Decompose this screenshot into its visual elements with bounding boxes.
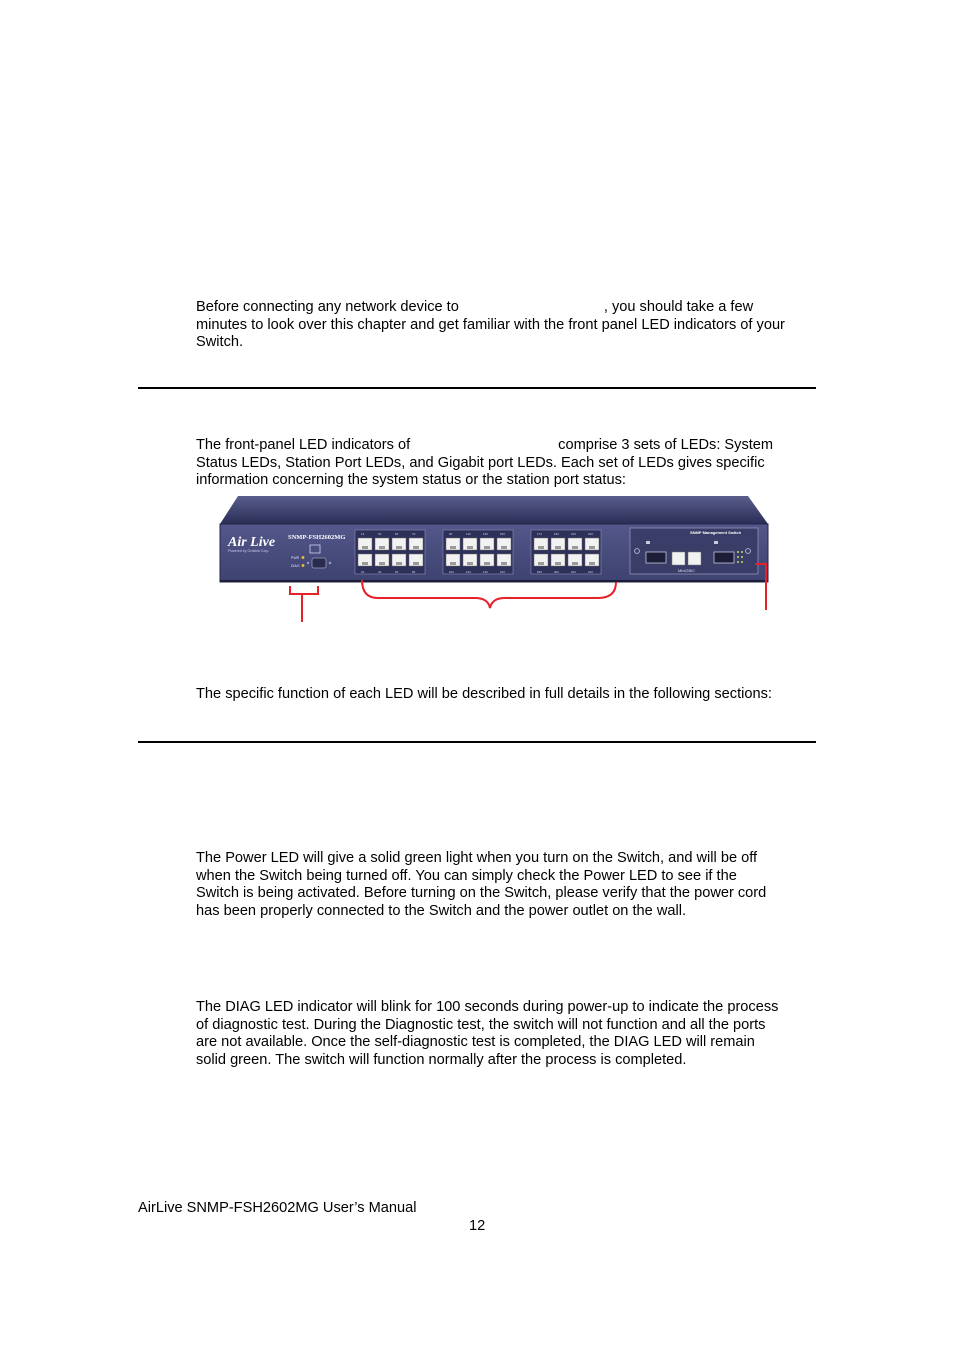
rj45-port-latch (555, 546, 561, 549)
gigabit-rj45-2 (688, 552, 701, 565)
intro-text-a: Before connecting any network device to (196, 299, 459, 315)
followup-paragraph (196, 686, 821, 704)
rj45-port-latch (589, 546, 595, 549)
port-label-bottom: 12X (466, 570, 471, 574)
sfp-slot-1 (646, 552, 666, 563)
section-divider-1 (138, 387, 816, 389)
rj45-port-latch (572, 546, 578, 549)
rj45-port-latch (484, 546, 490, 549)
intro-line-2: minutes to look over this chapter and get familiar with the front panel LED indicators of your (196, 316, 785, 333)
rj45-port-latch (501, 546, 507, 549)
port-label-bottom: 2X (361, 570, 365, 574)
module-title: SNMP Management Switch (690, 530, 742, 535)
port-label-bottom: 4X (378, 570, 382, 574)
rj45-port-latch (413, 562, 419, 565)
led-overview-text-a: The front-panel LED indicators of (196, 437, 411, 453)
rj45-port-latch (555, 562, 561, 565)
sfp-slot-2 (714, 552, 734, 563)
intro-line-3: Switch. (196, 334, 244, 351)
port-label-bottom: 16X (500, 570, 505, 574)
port-label-top: 13X (483, 532, 488, 536)
port-label-bottom: 20X (554, 570, 559, 574)
port-label-bottom: 10X (449, 570, 454, 574)
rj45-port-latch (379, 562, 385, 565)
diag-led-line-4: solid green. The switch will function normally after the process is completed. (196, 1052, 687, 1069)
port-label-top: 21X (571, 532, 576, 536)
system-led-bracket (290, 586, 318, 622)
port-label-bottom: 24X (588, 570, 593, 574)
port-group-3 (531, 530, 601, 574)
rj45-port-latch (396, 546, 402, 549)
page-number: 12 (469, 1218, 486, 1234)
gigabit-rj45-1 (672, 552, 685, 565)
led-overview-line-3: information concerning the system status or the station port status: (196, 472, 626, 489)
port-label-top: 15X (500, 532, 505, 536)
intro-paragraph (196, 299, 821, 352)
station-port-bracket (362, 580, 616, 608)
rj45-port-latch (572, 562, 578, 565)
port-label-top: 23X (588, 532, 593, 536)
diag-led-line-1: The DIAG LED indicator will blink for 100 seconds during power-up to indicate the process (196, 999, 779, 1015)
svg-text:Powered by Ovislink Corp.: Powered by Ovislink Corp. (228, 549, 270, 553)
rj45-port-latch (484, 562, 490, 565)
port-label-top: 7X (412, 532, 416, 536)
intro-text-b: , you should take a few (603, 299, 754, 315)
rj45-port-latch (501, 562, 507, 565)
rj45-port-latch (467, 562, 473, 565)
port-label-top: 1X (361, 532, 365, 536)
port-group-2 (443, 530, 513, 574)
module-label: MiniGBIC (678, 568, 696, 573)
switch-front-panel-figure (218, 494, 770, 624)
power-led-line-1: The Power LED will give a solid green light when you turn on the Switch, and will be off (196, 850, 758, 866)
port-label-bottom: 18X (537, 570, 542, 574)
rj45-port-latch (450, 562, 456, 565)
rj45-port-latch (362, 546, 368, 549)
port-label-bottom: 6X (395, 570, 399, 574)
port-label-bottom: 14X (483, 570, 488, 574)
followup-line-1: The specific function of each LED will be described in full details in the following sections: (196, 686, 772, 702)
port-label-bottom: 8X (412, 570, 416, 574)
station-ports (355, 530, 601, 574)
rj45-port-latch (538, 562, 544, 565)
led-overview-paragraph (196, 437, 821, 490)
pwr-led (302, 556, 305, 559)
gigabit-module (630, 528, 758, 574)
port-label-top: 3X (378, 532, 382, 536)
svg-text:Air Live: Air Live (228, 535, 276, 550)
port-label-top: 17X (537, 532, 542, 536)
rj45-port-latch (589, 562, 595, 565)
power-led-line-2: when the Switch being turned off. You can simply check the Power LED to see if the (196, 867, 737, 884)
led-overview-line-2: Status LEDs, Station Port LEDs, and Gigabit port LEDs. Each set of LEDs gives specific (196, 454, 765, 471)
rj45-port-latch (538, 546, 544, 549)
power-led-paragraph (196, 850, 821, 921)
port-label-top: 11X (466, 532, 471, 536)
pwr-led-label: PWR (291, 556, 300, 560)
led-overview-text-b: comprise 3 sets of LEDs: System (558, 437, 774, 453)
manual-title-footer: AirLive SNMP-FSH2602MG User’s Manual (138, 1200, 417, 1216)
rj45-port-latch (450, 546, 456, 549)
model-label: SNMP-FSH2602MG (288, 534, 346, 541)
port-label-top: 19X (554, 532, 559, 536)
port-label-top: 5X (395, 532, 399, 536)
diag-led-line-2: of diagnostic test. During the Diagnostic test, the switch will not function and all the ports (196, 1016, 766, 1033)
diag-led-line-3: are not available. Once the self-diagnostic test is completed, the DIAG LED will remain (196, 1034, 755, 1051)
rj45-port-latch (467, 546, 473, 549)
rj45-port-latch (379, 546, 385, 549)
rj45-port-latch (413, 546, 419, 549)
power-led-line-4: has been properly connected to the Switch and the power outlet on the wall. (196, 903, 687, 920)
diag-led (302, 564, 305, 567)
rj45-port-latch (396, 562, 402, 565)
diag-led-label: DIAG (291, 564, 300, 568)
port-group-1 (355, 530, 425, 574)
power-led-line-3: Switch is being activated. Before turning on the Switch, please verify that the power cord (196, 885, 767, 902)
port-label-bottom: 22X (571, 570, 576, 574)
brand-logo (227, 535, 275, 553)
diag-led-paragraph (196, 999, 821, 1070)
rj45-port-latch (362, 562, 368, 565)
port-label-top: 9X (449, 532, 453, 536)
section-divider-2 (138, 741, 816, 743)
